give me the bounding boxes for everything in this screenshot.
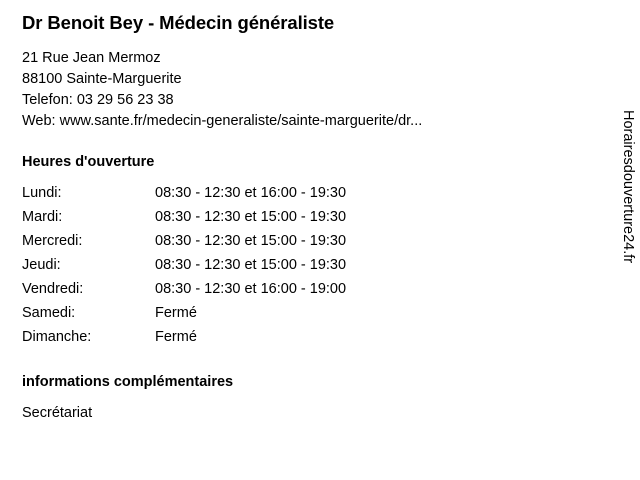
opening-hours-table (22, 184, 346, 352)
day-label: Jeudi: (22, 257, 61, 273)
day-hours: Fermé (155, 329, 197, 345)
day-label: Lundi: (22, 185, 62, 201)
table-row (22, 328, 346, 352)
day-label: Dimanche: (22, 329, 92, 345)
day-hours: Fermé (155, 305, 197, 321)
day-hours: 08:30 - 12:30 et 16:00 - 19:30 (155, 185, 347, 201)
day-hours: 08:30 - 12:30 et 15:00 - 19:30 (155, 257, 347, 273)
additional-info-text: Secrétariat (22, 405, 93, 421)
table-row (22, 304, 346, 328)
opening-hours-heading: Heures d'ouverture (22, 154, 155, 170)
day-label: Samedi: (22, 305, 76, 321)
address-city: 88100 Sainte-Marguerite (22, 71, 182, 87)
day-hours: 08:30 - 12:30 et 16:00 - 19:00 (155, 281, 347, 297)
additional-info-heading: informations complémentaires (22, 374, 234, 390)
day-label: Mercredi: (22, 233, 83, 249)
day-hours: 08:30 - 12:30 et 15:00 - 19:30 (155, 233, 347, 249)
table-row (22, 280, 346, 304)
table-row (22, 256, 346, 280)
table-row (22, 184, 346, 208)
website-url[interactable]: Web: www.sante.fr/medecin-generaliste/sainte-marguerite/dr... (22, 113, 423, 129)
main-content (22, 12, 592, 422)
day-label: Vendredi: (22, 281, 84, 297)
day-hours: 08:30 - 12:30 et 15:00 - 19:30 (155, 209, 347, 225)
day-label: Mardi: (22, 209, 63, 225)
address-street: 21 Rue Jean Mermoz (22, 50, 161, 66)
table-row (22, 208, 346, 232)
brand-watermark: Horairesdouverture24.fr (620, 110, 636, 264)
phone-number: Telefon: 03 29 56 23 38 (22, 92, 174, 108)
page-title: Dr Benoit Bey - Médecin généraliste (22, 12, 335, 33)
table-row (22, 232, 346, 256)
